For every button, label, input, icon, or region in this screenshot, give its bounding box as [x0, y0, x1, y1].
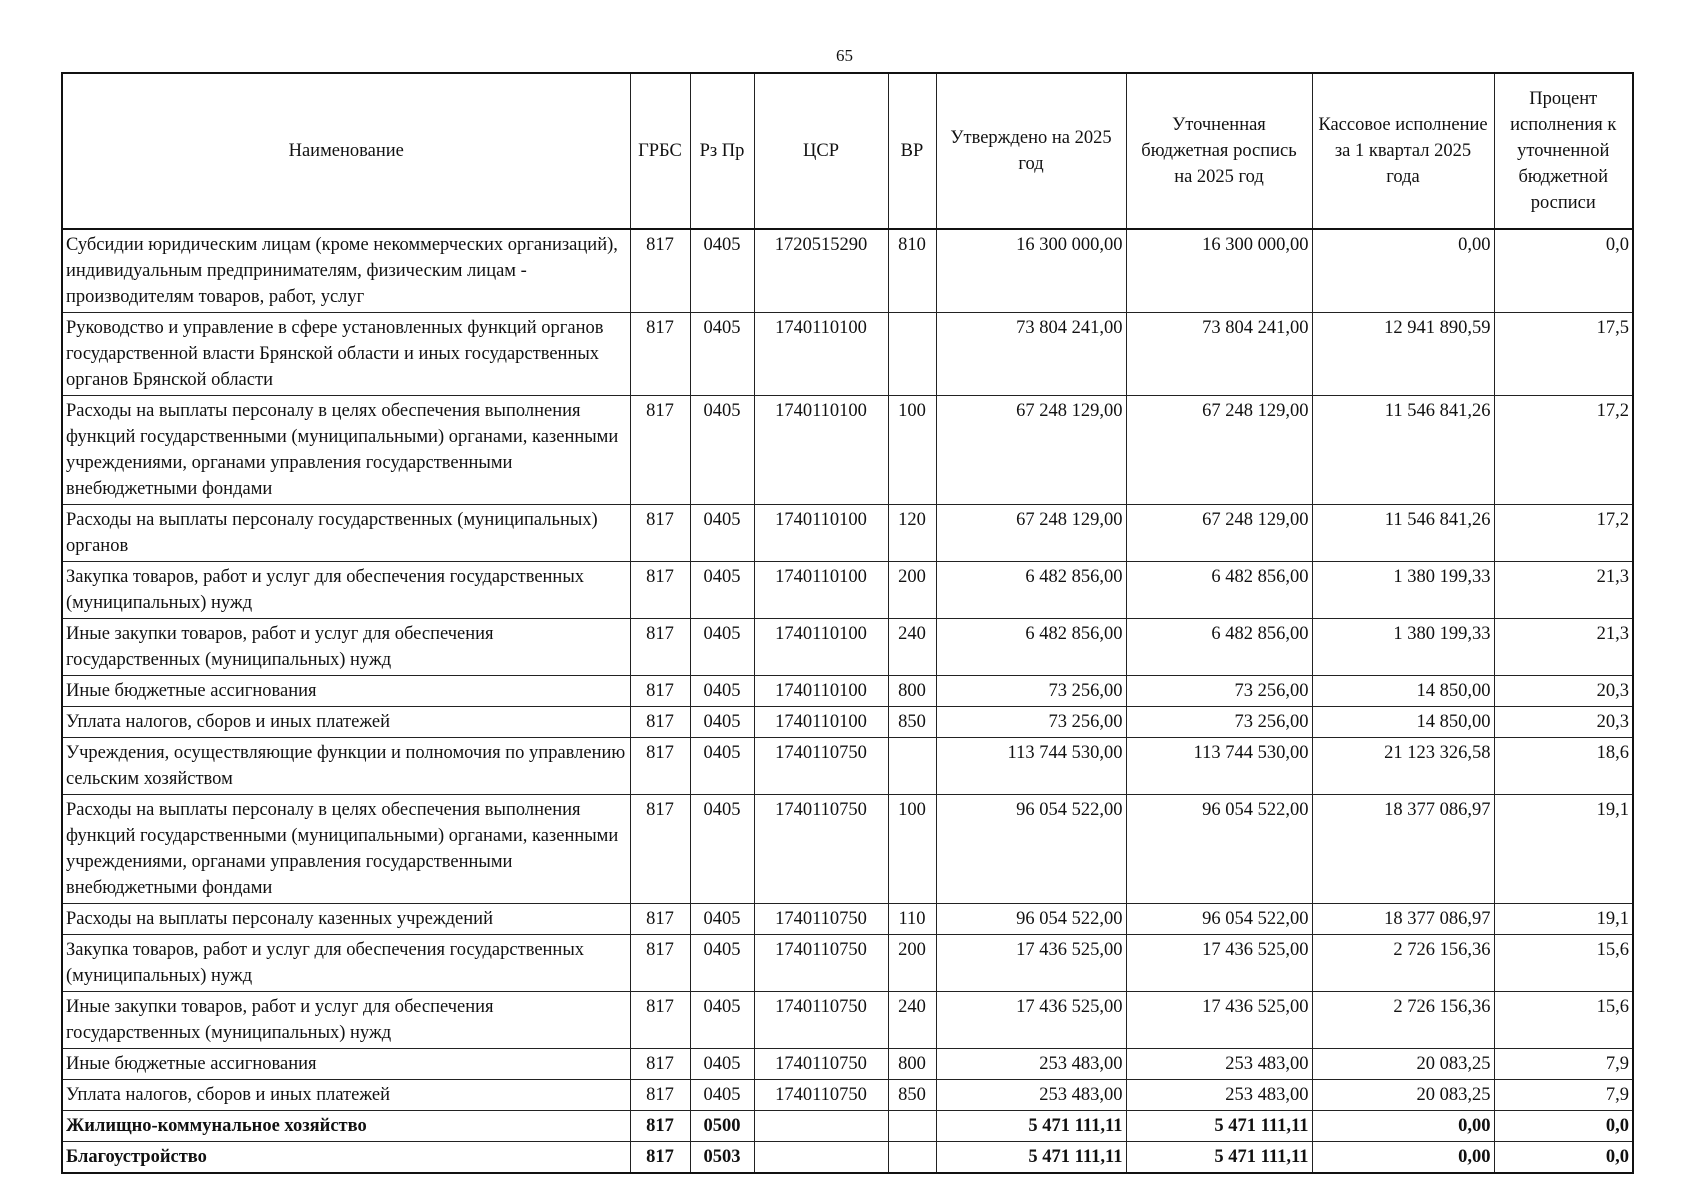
cell-vr: 200: [888, 935, 936, 992]
cell-cash: 20 083,25: [1312, 1080, 1494, 1111]
cell-grbs: 817: [630, 676, 690, 707]
cell-percent: 21,3: [1494, 619, 1633, 676]
cell-grbs: 817: [630, 904, 690, 935]
cell-approved: 253 483,00: [936, 1080, 1126, 1111]
cell-vr: [888, 1111, 936, 1142]
cell-approved: 73 804 241,00: [936, 313, 1126, 396]
cell-name: Закупка товаров, работ и услуг для обеспечения государственных (муниципальных) нужд: [62, 562, 630, 619]
cell-cash: 14 850,00: [1312, 676, 1494, 707]
cell-cash: 2 726 156,36: [1312, 992, 1494, 1049]
cell-rzpr: 0405: [690, 505, 754, 562]
cell-grbs: 817: [630, 229, 690, 313]
cell-name: Уплата налогов, сборов и иных платежей: [62, 707, 630, 738]
cell-percent: 0,0: [1494, 229, 1633, 313]
cell-vr: [888, 313, 936, 396]
cell-percent: 17,2: [1494, 396, 1633, 505]
cell-approved: 67 248 129,00: [936, 396, 1126, 505]
cell-vr: 110: [888, 904, 936, 935]
cell-refined: 16 300 000,00: [1126, 229, 1312, 313]
cell-approved: 96 054 522,00: [936, 795, 1126, 904]
cell-cash: 2 726 156,36: [1312, 935, 1494, 992]
cell-percent: 7,9: [1494, 1049, 1633, 1080]
cell-name: Иные закупки товаров, работ и услуг для обеспечения государственных (муниципальных) нужд: [62, 992, 630, 1049]
cell-name: Расходы на выплаты персоналу в целях обеспечения выполнения функций государственными (муниципальными) органами, казенными учреждениями, органами управления государственными внебюджетными фондами: [62, 795, 630, 904]
cell-refined: 73 256,00: [1126, 707, 1312, 738]
cell-vr: 240: [888, 619, 936, 676]
cell-vr: 850: [888, 707, 936, 738]
cell-cash: 20 083,25: [1312, 1049, 1494, 1080]
cell-grbs: 817: [630, 313, 690, 396]
cell-percent: 17,5: [1494, 313, 1633, 396]
table-row: [62, 676, 1633, 707]
header-percent: Процент исполнения к уточненной бюджетной росписи: [1494, 73, 1633, 229]
cell-cash: 0,00: [1312, 1142, 1494, 1174]
cell-rzpr: 0405: [690, 935, 754, 992]
cell-name: Руководство и управление в сфере установленных функций органов государственной власти Брянской области и иных государственных органов Брянской области: [62, 313, 630, 396]
cell-refined: 6 482 856,00: [1126, 619, 1312, 676]
header-rzpr: Рз Пр: [690, 73, 754, 229]
cell-csr: 1740110750: [754, 904, 888, 935]
cell-refined: 73 804 241,00: [1126, 313, 1312, 396]
cell-name: Закупка товаров, работ и услуг для обеспечения государственных (муниципальных) нужд: [62, 935, 630, 992]
cell-refined: 67 248 129,00: [1126, 396, 1312, 505]
cell-approved: 16 300 000,00: [936, 229, 1126, 313]
cell-approved: 17 436 525,00: [936, 935, 1126, 992]
cell-refined: 17 436 525,00: [1126, 935, 1312, 992]
cell-grbs: 817: [630, 738, 690, 795]
cell-grbs: 817: [630, 1111, 690, 1142]
cell-cash: 14 850,00: [1312, 707, 1494, 738]
cell-vr: 120: [888, 505, 936, 562]
cell-refined: 96 054 522,00: [1126, 795, 1312, 904]
header-cash: Кассовое исполнение за 1 квартал 2025 года: [1312, 73, 1494, 229]
cell-vr: 810: [888, 229, 936, 313]
cell-refined: 67 248 129,00: [1126, 505, 1312, 562]
table-row: [62, 1049, 1633, 1080]
cell-rzpr: 0405: [690, 904, 754, 935]
cell-csr: 1720515290: [754, 229, 888, 313]
cell-grbs: 817: [630, 795, 690, 904]
cell-name: Иные закупки товаров, работ и услуг для обеспечения государственных (муниципальных) нужд: [62, 619, 630, 676]
cell-grbs: 817: [630, 1142, 690, 1174]
header-grbs: ГРБС: [630, 73, 690, 229]
cell-vr: 240: [888, 992, 936, 1049]
table-body: [62, 229, 1633, 1173]
cell-percent: 20,3: [1494, 707, 1633, 738]
cell-rzpr: 0405: [690, 396, 754, 505]
cell-cash: 21 123 326,58: [1312, 738, 1494, 795]
cell-grbs: 817: [630, 935, 690, 992]
cell-grbs: 817: [630, 707, 690, 738]
cell-approved: 96 054 522,00: [936, 904, 1126, 935]
cell-rzpr: 0503: [690, 1142, 754, 1174]
table-row: [62, 562, 1633, 619]
cell-approved: 253 483,00: [936, 1049, 1126, 1080]
cell-approved: 6 482 856,00: [936, 562, 1126, 619]
cell-approved: 5 471 111,11: [936, 1142, 1126, 1174]
cell-approved: 17 436 525,00: [936, 992, 1126, 1049]
cell-refined: 73 256,00: [1126, 676, 1312, 707]
cell-csr: 1740110100: [754, 505, 888, 562]
cell-csr: 1740110100: [754, 619, 888, 676]
cell-percent: 19,1: [1494, 904, 1633, 935]
cell-name: Иные бюджетные ассигнования: [62, 1049, 630, 1080]
header-name: Наименование: [62, 73, 630, 229]
header-refined: Уточненная бюджетная роспись на 2025 год: [1126, 73, 1312, 229]
cell-csr: [754, 1111, 888, 1142]
cell-cash: 1 380 199,33: [1312, 619, 1494, 676]
cell-csr: 1740110100: [754, 707, 888, 738]
cell-grbs: 817: [630, 992, 690, 1049]
budget-table: [61, 72, 1634, 1174]
header-csr: ЦСР: [754, 73, 888, 229]
cell-csr: 1740110750: [754, 992, 888, 1049]
cell-rzpr: 0405: [690, 676, 754, 707]
table-header-row: [62, 73, 1633, 229]
cell-vr: 200: [888, 562, 936, 619]
cell-cash: 0,00: [1312, 1111, 1494, 1142]
table-row: [62, 795, 1633, 904]
cell-percent: 0,0: [1494, 1142, 1633, 1174]
cell-rzpr: 0405: [690, 795, 754, 904]
table-row: [62, 619, 1633, 676]
cell-cash: 1 380 199,33: [1312, 562, 1494, 619]
table-row: [62, 229, 1633, 313]
cell-refined: 113 744 530,00: [1126, 738, 1312, 795]
cell-name: Расходы на выплаты персоналу в целях обеспечения выполнения функций государственными (муниципальными) органами, казенными учреждениями, органами управления государственными внебюджетными фондами: [62, 396, 630, 505]
cell-percent: 18,6: [1494, 738, 1633, 795]
cell-approved: 6 482 856,00: [936, 619, 1126, 676]
cell-approved: 67 248 129,00: [936, 505, 1126, 562]
cell-grbs: 817: [630, 619, 690, 676]
cell-percent: 17,2: [1494, 505, 1633, 562]
table-row: [62, 992, 1633, 1049]
cell-rzpr: 0405: [690, 619, 754, 676]
cell-refined: 5 471 111,11: [1126, 1111, 1312, 1142]
cell-percent: 19,1: [1494, 795, 1633, 904]
cell-name: Благоустройство: [62, 1142, 630, 1174]
table-row: [62, 935, 1633, 992]
cell-approved: 73 256,00: [936, 676, 1126, 707]
cell-refined: 253 483,00: [1126, 1049, 1312, 1080]
cell-csr: 1740110750: [754, 738, 888, 795]
cell-cash: 11 546 841,26: [1312, 396, 1494, 505]
cell-cash: 0,00: [1312, 229, 1494, 313]
table-row: [62, 396, 1633, 505]
cell-rzpr: 0405: [690, 738, 754, 795]
cell-rzpr: 0500: [690, 1111, 754, 1142]
table-row: [62, 1080, 1633, 1111]
cell-name: Расходы на выплаты персоналу государственных (муниципальных) органов: [62, 505, 630, 562]
cell-grbs: 817: [630, 562, 690, 619]
table-row: [62, 904, 1633, 935]
cell-percent: 15,6: [1494, 992, 1633, 1049]
cell-csr: 1740110100: [754, 396, 888, 505]
cell-approved: 5 471 111,11: [936, 1111, 1126, 1142]
cell-approved: 73 256,00: [936, 707, 1126, 738]
cell-csr: 1740110750: [754, 1049, 888, 1080]
cell-csr: 1740110750: [754, 795, 888, 904]
cell-refined: 6 482 856,00: [1126, 562, 1312, 619]
table-row: [62, 313, 1633, 396]
cell-cash: 12 941 890,59: [1312, 313, 1494, 396]
cell-csr: 1740110100: [754, 676, 888, 707]
cell-rzpr: 0405: [690, 229, 754, 313]
cell-name: Субсидии юридическим лицам (кроме некоммерческих организаций), индивидуальным предпринимателям, физическим лицам - производителям товаров, работ, услуг: [62, 229, 630, 313]
cell-grbs: 817: [630, 505, 690, 562]
cell-vr: 100: [888, 795, 936, 904]
cell-refined: 253 483,00: [1126, 1080, 1312, 1111]
cell-rzpr: 0405: [690, 992, 754, 1049]
cell-name: Расходы на выплаты персоналу казенных учреждений: [62, 904, 630, 935]
cell-rzpr: 0405: [690, 313, 754, 396]
cell-name: Жилищно-коммунальное хозяйство: [62, 1111, 630, 1142]
cell-percent: 0,0: [1494, 1111, 1633, 1142]
cell-csr: [754, 1142, 888, 1174]
cell-cash: 11 546 841,26: [1312, 505, 1494, 562]
cell-cash: 18 377 086,97: [1312, 904, 1494, 935]
cell-refined: 5 471 111,11: [1126, 1142, 1312, 1174]
cell-percent: 7,9: [1494, 1080, 1633, 1111]
cell-vr: 800: [888, 676, 936, 707]
cell-refined: 96 054 522,00: [1126, 904, 1312, 935]
cell-approved: 113 744 530,00: [936, 738, 1126, 795]
cell-vr: 850: [888, 1080, 936, 1111]
cell-csr: 1740110750: [754, 935, 888, 992]
table-row: [62, 707, 1633, 738]
table-row: [62, 505, 1633, 562]
cell-csr: 1740110750: [754, 1080, 888, 1111]
cell-grbs: 817: [630, 1080, 690, 1111]
cell-rzpr: 0405: [690, 1049, 754, 1080]
page-number: 65: [836, 46, 853, 65]
cell-vr: [888, 738, 936, 795]
table-row: [62, 1111, 1633, 1142]
cell-vr: 100: [888, 396, 936, 505]
cell-percent: 21,3: [1494, 562, 1633, 619]
header-vr: ВР: [888, 73, 936, 229]
table-row: [62, 738, 1633, 795]
cell-csr: 1740110100: [754, 562, 888, 619]
cell-name: Иные бюджетные ассигнования: [62, 676, 630, 707]
cell-percent: 20,3: [1494, 676, 1633, 707]
cell-rzpr: 0405: [690, 707, 754, 738]
cell-grbs: 817: [630, 1049, 690, 1080]
cell-name: Уплата налогов, сборов и иных платежей: [62, 1080, 630, 1111]
cell-csr: 1740110100: [754, 313, 888, 396]
header-approved: Утверждено на 2025 год: [936, 73, 1126, 229]
cell-rzpr: 0405: [690, 1080, 754, 1111]
cell-rzpr: 0405: [690, 562, 754, 619]
cell-percent: 15,6: [1494, 935, 1633, 992]
cell-vr: 800: [888, 1049, 936, 1080]
cell-cash: 18 377 086,97: [1312, 795, 1494, 904]
table-row: [62, 1142, 1633, 1174]
cell-grbs: 817: [630, 396, 690, 505]
cell-refined: 17 436 525,00: [1126, 992, 1312, 1049]
cell-name: Учреждения, осуществляющие функции и полномочия по управлению сельским хозяйством: [62, 738, 630, 795]
cell-vr: [888, 1142, 936, 1174]
